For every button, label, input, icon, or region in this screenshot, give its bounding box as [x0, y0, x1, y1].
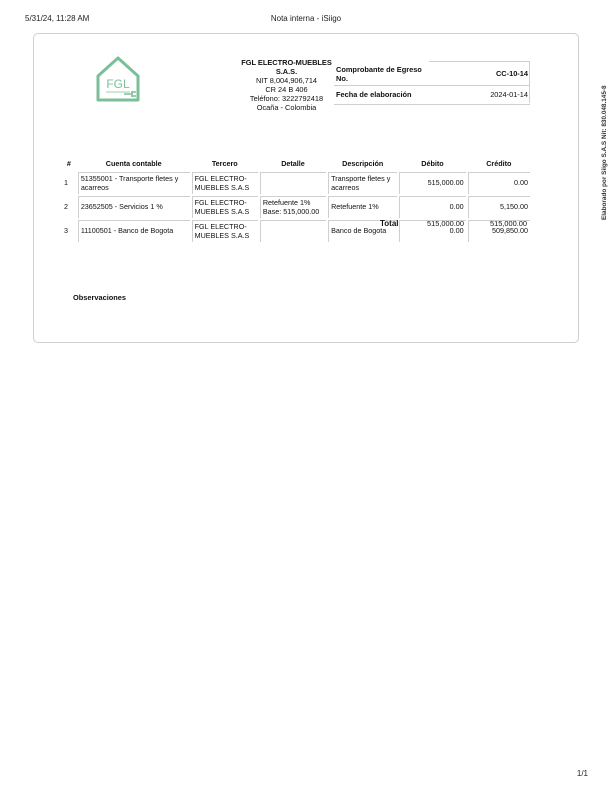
- col-third-party-header: Tercero: [211, 159, 238, 168]
- row-debit: 515,000.00: [399, 172, 465, 194]
- voucher-number: CC-10-14: [495, 69, 528, 78]
- col-credit-header: Crédito: [486, 159, 512, 168]
- table-row: [62, 196, 530, 218]
- row-account: 23652505 - Servicios 1 %: [78, 196, 190, 218]
- row-detail: [260, 172, 326, 194]
- observations-label: Observaciones: [73, 293, 126, 302]
- col-debit-header: Débito: [421, 159, 444, 168]
- row-debit: 0.00: [399, 196, 465, 218]
- total-label: Total: [380, 219, 399, 228]
- row-description: Transporte fletes y acarreos: [328, 172, 397, 194]
- company-city: Ocaña - Colombia: [256, 103, 317, 112]
- voucher-date-label: Fecha de elaboración: [336, 90, 412, 99]
- row-third-party: FGL ELECTRO-MUEBLES S.A.S: [192, 172, 258, 194]
- row-credit: 509,850.00: [468, 220, 530, 242]
- total-credit: 515,000.00: [490, 219, 527, 228]
- row-credit: 5,150.00: [468, 196, 530, 218]
- col-index-header: #: [66, 159, 71, 168]
- print-title: Nota interna - iSiigo: [270, 14, 342, 23]
- row-debit: 0.00: [399, 220, 465, 242]
- row-index: 1: [64, 177, 68, 187]
- table-header-row: [62, 157, 530, 170]
- row-index: 2: [64, 201, 68, 211]
- print-date: 5/31/24, 11:28 AM: [25, 14, 90, 23]
- company-address: CR 24 B 406: [265, 85, 308, 94]
- col-account-header: Cuenta contable: [105, 159, 162, 168]
- voucher-info: [334, 61, 530, 105]
- row-third-party: FGL ELECTRO-MUEBLES S.A.S: [192, 196, 258, 218]
- row-index: 3: [64, 225, 68, 235]
- page-number: 1/1: [576, 769, 588, 778]
- totals-row: [33, 218, 579, 232]
- logo-text: FGL: [106, 77, 130, 91]
- voucher-date-row: [334, 86, 530, 105]
- col-detail-header: Detalle: [281, 159, 305, 168]
- col-description-header: Descripción: [342, 159, 384, 168]
- voucher-type-label: Comprobante de Egreso No.: [336, 65, 422, 83]
- company-name: FGL ELECTRO-MUEBLES S.A.S.: [241, 58, 332, 76]
- row-account: 11100501 - Banco de Bogota: [78, 220, 190, 242]
- total-debit: 515,000.00: [427, 219, 464, 228]
- company-logo: [94, 54, 142, 106]
- row-description: Retefuente 1%: [328, 196, 397, 218]
- row-third-party: FGL ELECTRO-MUEBLES S.A.S: [192, 220, 258, 242]
- company-phone: Teléfono: 3222792418: [249, 94, 324, 103]
- voucher-date: 2024-01-14: [490, 90, 528, 99]
- table-row: [62, 172, 530, 194]
- company-info: [239, 58, 334, 112]
- row-description: Banco de Bogota: [328, 220, 397, 242]
- row-account: 51355001 - Transporte fletes y acarreos: [78, 172, 190, 194]
- company-nit: NIT 8,004,906,714: [255, 76, 318, 85]
- row-detail: Retefuente 1% Base: 515,000.00: [260, 196, 326, 218]
- voucher-card: [33, 33, 608, 343]
- side-note: Elaborado por Siigo S.A.S Nit: 830.048.145-8: [601, 85, 608, 220]
- row-credit: 0.00: [468, 172, 530, 194]
- voucher-number-row: [334, 61, 530, 86]
